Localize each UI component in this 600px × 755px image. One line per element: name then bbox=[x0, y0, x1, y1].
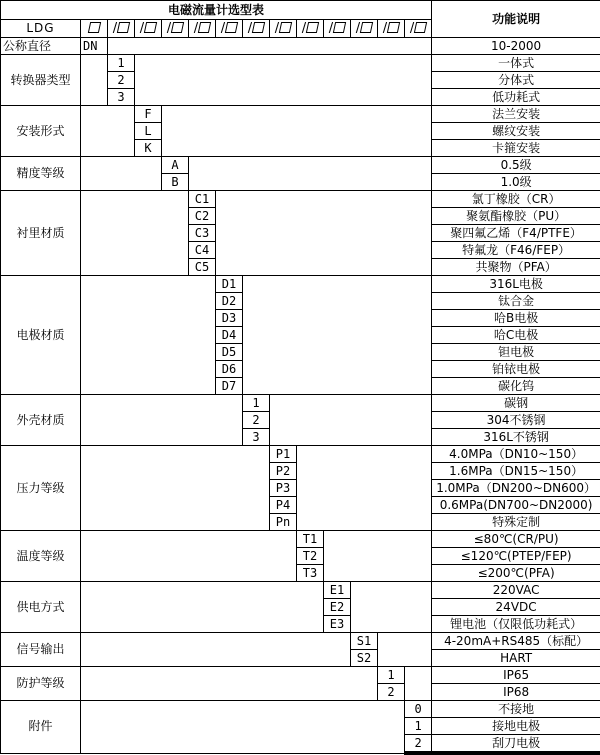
spacer-cell bbox=[81, 531, 297, 582]
code-cell: K bbox=[135, 140, 162, 157]
separator-slash: / bbox=[248, 21, 252, 36]
function-desc-cell: 聚四氟乙烯（F4/PTFE） bbox=[432, 225, 600, 242]
code-cell: Pn bbox=[270, 514, 297, 531]
function-desc-cell: 一体式 bbox=[432, 55, 600, 72]
function-desc-cell: 1.0MPa（DN200~DN600） bbox=[432, 480, 600, 497]
code-cell: D2 bbox=[216, 293, 243, 310]
code-cell: P4 bbox=[270, 497, 297, 514]
group-label: 公称直径 bbox=[1, 38, 81, 55]
code-cell: P3 bbox=[270, 480, 297, 497]
checkbox-icon bbox=[306, 22, 319, 33]
separator-slash: / bbox=[410, 21, 414, 36]
function-desc-cell: 低功耗式 bbox=[432, 89, 600, 106]
code-cell: 1 bbox=[378, 667, 405, 684]
checkbox-icon bbox=[144, 22, 157, 33]
spacer-cell bbox=[81, 395, 243, 446]
checkbox-icon bbox=[360, 22, 373, 33]
spacer-cell bbox=[324, 531, 432, 582]
code-cell: D1 bbox=[216, 276, 243, 293]
code-cell: D7 bbox=[216, 378, 243, 395]
code-cell: 2 bbox=[243, 412, 270, 429]
table-row bbox=[1, 38, 600, 55]
separator-slash: / bbox=[167, 21, 171, 36]
title-row bbox=[1, 1, 600, 20]
code-cell: 1 bbox=[405, 718, 432, 735]
function-desc-cell: 1.0级 bbox=[432, 174, 600, 191]
spacer-cell bbox=[81, 191, 189, 276]
function-desc-cell: 铂铱电极 bbox=[432, 361, 600, 378]
checkbox-icon bbox=[414, 22, 427, 33]
code-cell: T2 bbox=[297, 548, 324, 565]
spacer-cell bbox=[81, 446, 270, 531]
selection-table-body bbox=[1, 1, 600, 754]
function-desc-cell: 哈C电极 bbox=[432, 327, 600, 344]
code-cell: D4 bbox=[216, 327, 243, 344]
table-row bbox=[1, 667, 600, 684]
code-cell: D5 bbox=[216, 344, 243, 361]
spacer-cell bbox=[135, 55, 432, 106]
spacer-cell bbox=[297, 446, 432, 531]
code-cell: D3 bbox=[216, 310, 243, 327]
function-desc-cell: 共聚物（PFA） bbox=[432, 259, 600, 276]
spacer-cell bbox=[378, 633, 432, 667]
table-row bbox=[1, 191, 600, 208]
model-box-cell bbox=[405, 20, 432, 38]
table-row bbox=[1, 701, 600, 718]
spacer-cell bbox=[81, 667, 378, 701]
function-desc-cell: ≤120℃(PTEP/FEP) bbox=[432, 548, 600, 565]
group-label: 附件 bbox=[1, 701, 81, 754]
function-desc-cell: 4-20mA+RS485（标配） bbox=[432, 633, 600, 650]
code-cell: 0 bbox=[405, 701, 432, 718]
group-label: 安装形式 bbox=[1, 106, 81, 157]
table-row bbox=[1, 395, 600, 412]
checkbox-icon bbox=[171, 22, 184, 33]
function-desc-cell: 0.6MPa(DN700~DN2000) bbox=[432, 497, 600, 514]
model-box-cell bbox=[135, 20, 162, 38]
table-row bbox=[1, 446, 600, 463]
spacer-cell bbox=[405, 667, 432, 701]
table-row bbox=[1, 582, 600, 599]
group-label: 压力等级 bbox=[1, 446, 81, 531]
spacer-cell bbox=[81, 55, 108, 106]
code-cell: P1 bbox=[270, 446, 297, 463]
model-box-cell bbox=[351, 20, 378, 38]
code-cell: L bbox=[135, 123, 162, 140]
code-cell: S2 bbox=[351, 650, 378, 667]
code-cell: D6 bbox=[216, 361, 243, 378]
function-desc-cell: 钽电极 bbox=[432, 344, 600, 361]
code-cell: T1 bbox=[297, 531, 324, 548]
code-cell: 2 bbox=[405, 735, 432, 754]
function-desc-cell: 法兰安装 bbox=[432, 106, 600, 123]
model-box-cell bbox=[297, 20, 324, 38]
function-desc-cell: 24VDC bbox=[432, 599, 600, 616]
model-box-cell bbox=[243, 20, 270, 38]
checkbox-icon bbox=[279, 22, 292, 33]
group-label: 衬里材质 bbox=[1, 191, 81, 276]
checkbox-icon bbox=[252, 22, 265, 33]
table-row bbox=[1, 55, 600, 72]
function-desc-cell: 氯丁橡胶（CR） bbox=[432, 191, 600, 208]
table-row bbox=[1, 106, 600, 123]
function-desc-cell: 不接地 bbox=[432, 701, 600, 718]
spacer-cell bbox=[81, 582, 324, 633]
separator-slash: / bbox=[194, 21, 198, 36]
group-label: 供电方式 bbox=[1, 582, 81, 633]
separator-slash: / bbox=[302, 21, 306, 36]
model-box-cell bbox=[108, 20, 135, 38]
checkbox-icon bbox=[87, 22, 100, 33]
code-cell: E1 bbox=[324, 582, 351, 599]
spacer-cell bbox=[162, 106, 432, 157]
model-box-cell bbox=[162, 20, 189, 38]
function-desc-cell: 10-2000 bbox=[432, 38, 600, 55]
code-cell: C2 bbox=[189, 208, 216, 225]
checkbox-icon bbox=[198, 22, 211, 33]
spacer-cell bbox=[81, 106, 135, 157]
code-cell: 1 bbox=[108, 55, 135, 72]
code-cell: C5 bbox=[189, 259, 216, 276]
function-desc-cell: 分体式 bbox=[432, 72, 600, 89]
separator-slash: / bbox=[113, 21, 117, 36]
separator-slash: / bbox=[275, 21, 279, 36]
group-label: 外壳材质 bbox=[1, 395, 81, 446]
code-cell: C3 bbox=[189, 225, 216, 242]
table-row bbox=[1, 531, 600, 548]
function-desc-cell: 螺纹安装 bbox=[432, 123, 600, 140]
group-label: 精度等级 bbox=[1, 157, 81, 191]
checkbox-icon bbox=[225, 22, 238, 33]
code-cell: B bbox=[162, 174, 189, 191]
separator-slash: / bbox=[383, 21, 387, 36]
spacer-cell bbox=[351, 582, 432, 633]
function-desc-cell: 220VAC bbox=[432, 582, 600, 599]
table-row bbox=[1, 633, 600, 650]
group-label: 温度等级 bbox=[1, 531, 81, 582]
function-desc-cell: 316L不锈钢 bbox=[432, 429, 600, 446]
function-desc-cell: 316L电极 bbox=[432, 276, 600, 293]
function-desc-cell: 304不锈钢 bbox=[432, 412, 600, 429]
function-desc-cell: 接地电极 bbox=[432, 718, 600, 735]
code-cell: T3 bbox=[297, 565, 324, 582]
separator-slash: / bbox=[221, 21, 225, 36]
model-box-cell bbox=[378, 20, 405, 38]
model-prefix: LDG bbox=[1, 20, 81, 38]
function-desc-cell: IP65 bbox=[432, 667, 600, 684]
spacer-cell bbox=[189, 157, 432, 191]
code-cell: P2 bbox=[270, 463, 297, 480]
separator-slash: / bbox=[329, 21, 333, 36]
group-label: 防护等级 bbox=[1, 667, 81, 701]
code-cell: 2 bbox=[108, 72, 135, 89]
function-desc-cell: ≤200℃(PFA) bbox=[432, 565, 600, 582]
function-desc-cell: 卡箍安装 bbox=[432, 140, 600, 157]
function-desc-cell: 特氟龙（F46/FEP） bbox=[432, 242, 600, 259]
code-cell: E2 bbox=[324, 599, 351, 616]
group-label: 电极材质 bbox=[1, 276, 81, 395]
model-box-cell bbox=[216, 20, 243, 38]
function-column-header: 功能说明 bbox=[432, 1, 600, 38]
function-desc-cell: 1.6MPa（DN15~150） bbox=[432, 463, 600, 480]
code-cell: F bbox=[135, 106, 162, 123]
group-label: 信号输出 bbox=[1, 633, 81, 667]
code-cell: 3 bbox=[108, 89, 135, 106]
code-cell: 3 bbox=[243, 429, 270, 446]
separator-slash: / bbox=[140, 21, 144, 36]
spacer-cell bbox=[81, 157, 162, 191]
code-cell: S1 bbox=[351, 633, 378, 650]
spacer-cell bbox=[243, 276, 432, 395]
model-box-cell bbox=[270, 20, 297, 38]
spacer-cell bbox=[216, 191, 432, 276]
function-desc-cell: HART bbox=[432, 650, 600, 667]
spacer-cell bbox=[81, 701, 405, 754]
function-desc-cell: 碳化钨 bbox=[432, 378, 600, 395]
function-desc-cell: 0.5级 bbox=[432, 157, 600, 174]
separator-slash: / bbox=[356, 21, 360, 36]
checkbox-icon bbox=[117, 22, 130, 33]
page-title: 电磁流量计选型表 bbox=[1, 1, 432, 20]
function-desc-cell: 哈B电极 bbox=[432, 310, 600, 327]
spacer-cell bbox=[108, 38, 432, 55]
checkbox-icon bbox=[333, 22, 346, 33]
model-box-cell bbox=[324, 20, 351, 38]
function-desc-cell: 聚氨酯橡胶（PU） bbox=[432, 208, 600, 225]
code-cell: E3 bbox=[324, 616, 351, 633]
code-cell: DN bbox=[81, 38, 108, 55]
spacer-cell bbox=[81, 276, 216, 395]
code-cell: C1 bbox=[189, 191, 216, 208]
code-cell: 2 bbox=[378, 684, 405, 701]
function-desc-cell: 碳钢 bbox=[432, 395, 600, 412]
spacer-cell bbox=[81, 633, 351, 667]
function-desc-cell: IP68 bbox=[432, 684, 600, 701]
table-row bbox=[1, 276, 600, 293]
function-desc-cell: 特殊定制 bbox=[432, 514, 600, 531]
table-row bbox=[1, 157, 600, 174]
function-desc-cell: ≤80℃(CR/PU) bbox=[432, 531, 600, 548]
code-cell: 1 bbox=[243, 395, 270, 412]
function-desc-cell: 锂电池（仅限低功耗式） bbox=[432, 616, 600, 633]
function-desc-cell: 刮刀电极 bbox=[432, 735, 600, 754]
function-desc-cell: 4.0MPa（DN10~150） bbox=[432, 446, 600, 463]
model-box-cell bbox=[81, 20, 108, 38]
code-cell: C4 bbox=[189, 242, 216, 259]
checkbox-icon bbox=[387, 22, 400, 33]
group-label: 转换器类型 bbox=[1, 55, 81, 106]
code-cell: A bbox=[162, 157, 189, 174]
model-box-cell bbox=[189, 20, 216, 38]
spacer-cell bbox=[270, 395, 432, 446]
function-desc-cell: 钛合金 bbox=[432, 293, 600, 310]
